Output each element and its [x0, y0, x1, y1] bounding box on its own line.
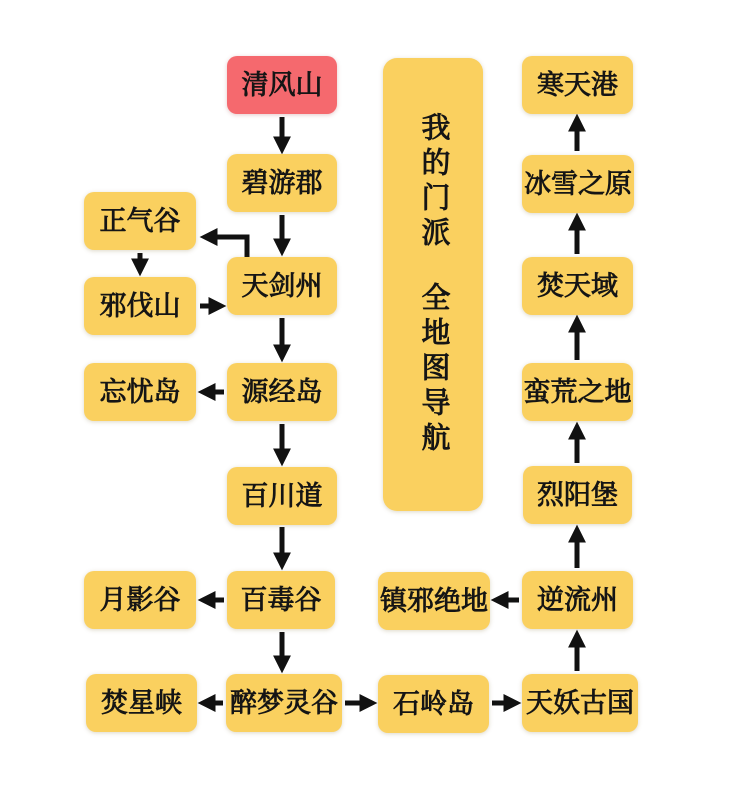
node-manhuangzhidi: 蛮荒之地: [522, 363, 633, 421]
node-shilingdao: 石岭岛: [378, 675, 489, 733]
node-fenxingxia: 焚星峡: [86, 674, 197, 732]
node-biyoujun: 碧游郡: [227, 154, 337, 212]
node-wangyoudao: 忘忧岛: [84, 363, 196, 421]
node-yueyinggu: 月影谷: [84, 571, 196, 629]
node-qingfengshan: 清风山: [227, 56, 337, 114]
title-banner-line1: 我的门派: [417, 112, 450, 252]
node-bingxuezhiyuan: 冰雪之原: [522, 155, 634, 213]
node-tianjianzhou: 天剑州: [227, 257, 337, 315]
node-zhengqigu: 正气谷: [84, 192, 196, 250]
title-banner: [383, 58, 483, 511]
node-fentianyu: 焚天域: [522, 257, 633, 315]
arrow-tianjianzhou-zhengqigu: [205, 237, 247, 258]
title-banner-line2: 全地图导航: [417, 282, 450, 457]
node-xiefashan: 邪伐山: [84, 277, 196, 335]
node-zhenxiejuedi: 镇邪绝地: [378, 572, 490, 630]
node-lieyangbao: 烈阳堡: [523, 466, 632, 524]
node-tianyaoguguo: 天妖古国: [522, 674, 638, 732]
node-zuimenglinggu: 醉梦灵谷: [226, 674, 342, 732]
node-hantiangang: 寒天港: [522, 56, 633, 114]
node-baichuandao: 百川道: [227, 467, 337, 525]
node-yuanjingdao: 源经岛: [227, 363, 337, 421]
node-niliuzhou: 逆流州: [522, 571, 633, 629]
node-baidugu: 百毒谷: [227, 571, 335, 629]
